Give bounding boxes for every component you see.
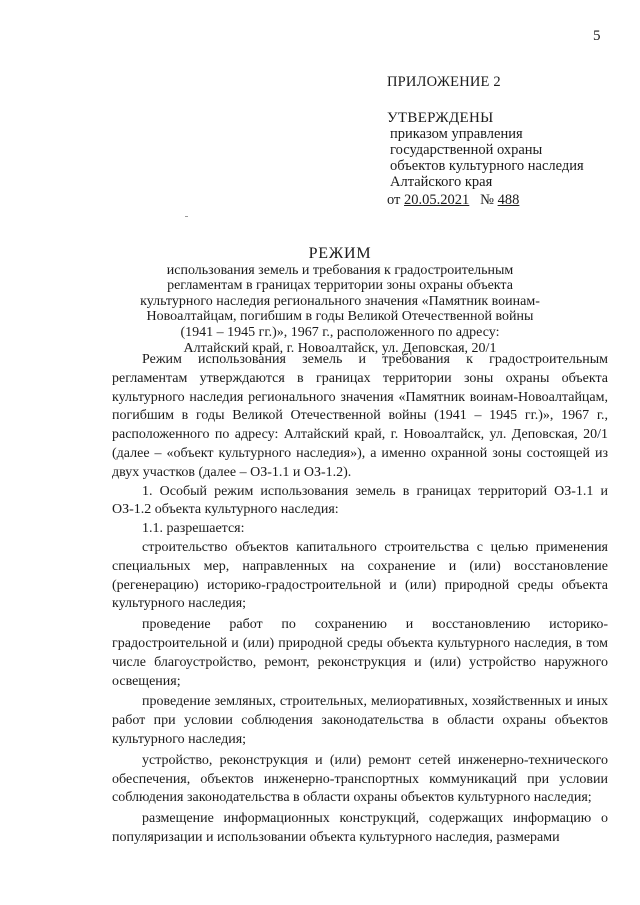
- title-line: (1941 – 1945 гг.)», 1967 г., расположенного по адресу:: [180, 324, 500, 340]
- order-line: приказом управления: [390, 126, 523, 142]
- order-line: государственной охраны: [390, 142, 543, 158]
- list-item: проведение работ по сохранению и восстановлению историко-градостроительной и (или) природной среды объекта культурного наследия, в том числе благоустройство, ремонт, реконструкция и (или) устройство наружного освещения;: [112, 617, 608, 689]
- title-heading: РЕЖИМ: [308, 245, 372, 262]
- list-item: размещение информационных конструкций, содержащих информацию о популяризации и использовании объекта культурного наследия, размерами: [112, 811, 608, 845]
- list-item: строительство объектов капитального строительства с целью применения специальных мер, направленных на сохранение и (или) восстановление (регенерацию) историко-градостроительной и (или) природной среды объекта культурного наследия;: [112, 539, 608, 612]
- title-line: культурного наследия регионального значения «Памятник воинам-: [140, 293, 540, 309]
- order-date-line: [387, 192, 627, 208]
- number-prefix: №: [480, 192, 494, 208]
- section-heading: 1. Особый режим использования земель в границах территорий ОЗ-1.1 и ОЗ-1.2 объекта культурного наследия:: [112, 483, 608, 518]
- date-prefix: от: [387, 192, 401, 208]
- list-item: устройство, реконструкция и (или) ремонт сетей инженерно-технического обеспечения, объектов инженерно-транспортных коммуникаций при условии соблюдения законодательства в области охраны объектов культурного наследия;: [112, 752, 608, 806]
- approved-label: УТВЕРЖДЕНЫ: [387, 110, 494, 126]
- order-line: Алтайского края: [390, 174, 493, 190]
- title-line: регламентам в границах территории зоны охраны объекта: [167, 278, 513, 294]
- intro-paragraph: Режим использования земель и требования к градостроительным регламентам утверждаются в границах территории зоны охраны объекта культурного наследия регионального значения «Памятник воинам-Новоалтайцам, погибшим в годы Великой Отечественной войны (1941 – 1945 гг.)», 1967 г., расположенного по адресу: Алтайский край, г. Новоалтайск, ул. Деповская, 20/1 (далее – «объект культурного наследия»), а именно охранной зоны состоящей из двух участков (далее – ОЗ-1.1 и ОЗ-1.2).: [112, 352, 608, 480]
- title-line: Алтайский край, г. Новоалтайск, ул. Деповская, 20/1: [183, 340, 497, 356]
- scan-mark: [185, 216, 188, 217]
- page-number: 5: [593, 28, 601, 44]
- title-line: Новоалтайцам, погибшим в годы Великой Отечественной войны: [146, 309, 534, 325]
- document-title: [100, 246, 580, 356]
- title-line: использования земель и требования к градостроительным: [166, 262, 514, 278]
- list-item: проведение земляных, строительных, мелиоративных, хозяйственных и иных работ при условии соблюдения законодательства в области охраны объектов культурного наследия;: [112, 694, 608, 747]
- subsection-heading: 1.1. разрешается:: [142, 521, 245, 537]
- approval-block: [387, 74, 627, 208]
- order-line: объектов культурного наследия: [390, 158, 584, 174]
- order-number: 488: [497, 192, 520, 208]
- document-body: [112, 351, 608, 850]
- order-date: 20.05.2021: [404, 192, 470, 208]
- appendix-label: ПРИЛОЖЕНИЕ 2: [387, 74, 501, 90]
